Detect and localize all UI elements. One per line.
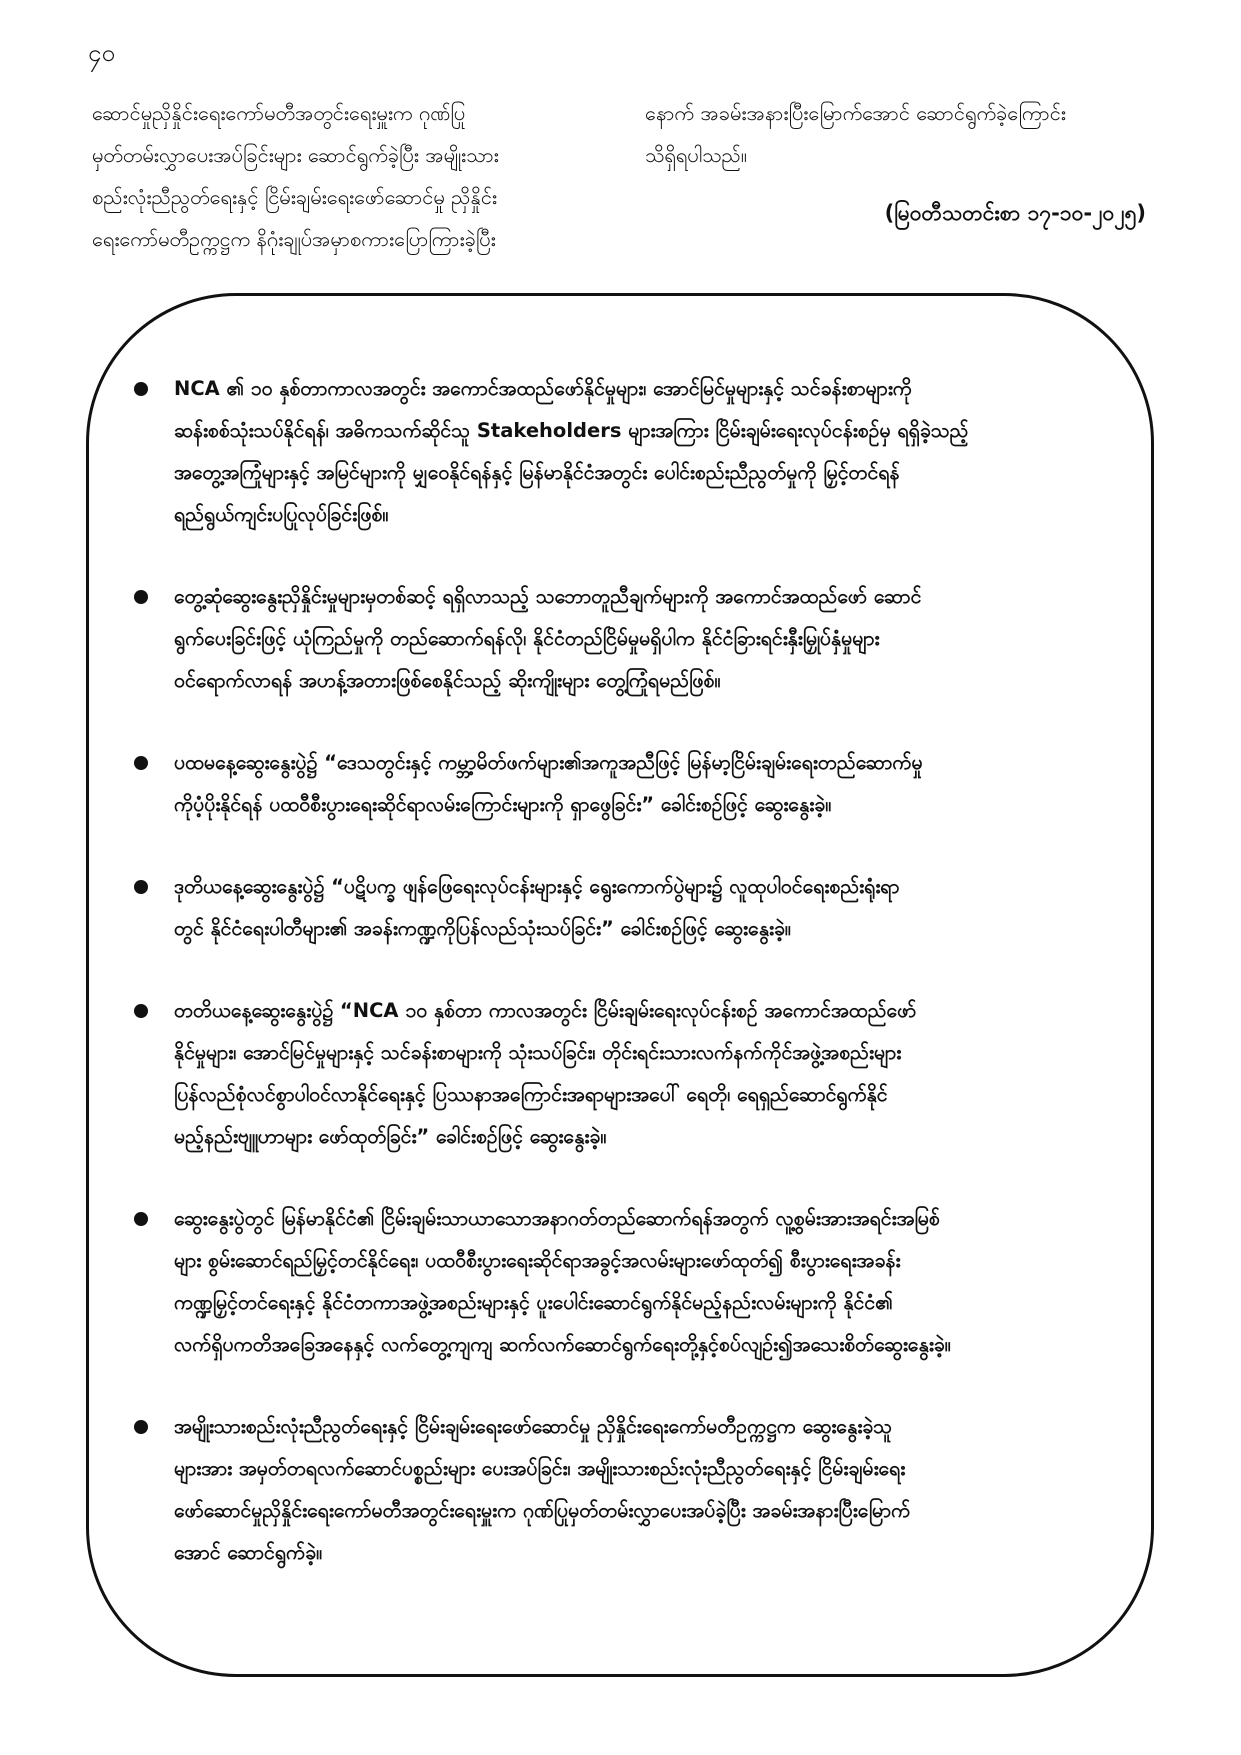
bullet-dot-icon — [134, 756, 148, 770]
top-right-line: သိရှိရပါသည်။ — [645, 143, 747, 167]
bullet-dot-icon — [134, 880, 148, 894]
bullet-dot-icon — [134, 382, 148, 396]
bullet-text-line: နိုင်မှုများ၊ အောင်မြင်မှုများနှင့် သင်ခန်းစာများကို သုံးသပ်ခြင်း၊ တိုင်းရင်းသားလက်နက်ကိုင်အဖွဲ့အစည်းများ — [174, 1041, 902, 1064]
source-citation: (မြဝတီသတင်းစာ ၁၇-၁၀-၂၀၂၅) — [884, 201, 1146, 225]
page-number: ၄၀ — [88, 39, 115, 67]
bullet-text-line: ကိုပံ့ပိုးနိုင်ရန် ပထဝီစီးပွားရေးဆိုင်ရာလမ်းကြောင်းများကို ရှာဖွေခြင်း” ခေါင်းစဉ်ဖြင့် ဆွေးနွေးခဲ့။ — [174, 793, 832, 816]
bullet-text-line: NCA ၏ ၁၀ နှစ်တာကာလအတွင်း အကောင်အထည်ဖော်နိုင်မှုများ၊ အောင်မြင်မှုများနှင့် သင်ခန်းစာများကို — [174, 377, 912, 400]
bullet-text-line: ဖော်ဆောင်မှုညှိနှိုင်းရေးကော်မတီအတွင်းရေးမှူးက ဂုဏ်ပြုမှတ်တမ်းလွှာပေးအပ်ခဲ့ပြီး အခမ်းအနားပြီးမြောက် — [174, 1499, 911, 1522]
bullet-text-line: တတိယနေ့ဆွေးနွေးပွဲ၌ “NCA ၁၀ နှစ်တာ ကာလအတွင်း ငြိမ်းချမ်းရေးလုပ်ငန်းစဉ် အကောင်အထည်ဖော် — [174, 999, 917, 1022]
bullet-text-line: ဆွေးနွေးပွဲတွင် မြန်မာနိုင်ငံ၏ ငြိမ်းချမ်းသာယာသောအနာဂတ်တည်ဆောက်ရန်အတွက် လူ့စွမ်းအားအရင်းအမြစ် — [174, 1207, 940, 1230]
bullet-text-line: ပြန်လည်စုံလင်စွာပါဝင်လာနိုင်ရေးနှင့် ပြဿနာအကြောင်းအရာများအပေါ် ရေတို၊ ရေရှည်ဆောင်ရွက်နိုင် — [174, 1083, 888, 1106]
bullet-dot-icon — [134, 590, 148, 604]
bullet-text-line: များအား အမှတ်တရလက်ဆောင်ပစ္စည်းများ ပေးအပ်ခြင်း၊ အမျိုးသားစည်းလုံးညီညွတ်ရေးနှင့် ငြိမ်းချမ်းရေး — [174, 1457, 906, 1480]
bullet-text-line: လက်ရှိပကတိအခြေအနေနှင့် လက်တွေ့ကျကျ ဆက်လက်ဆောင်ရွက်ရေးတို့နှင့်စပ်လျဉ်း၍အသေးစိတ်ဆွေးနွေးခဲ့။ — [174, 1333, 951, 1356]
top-right-line: နောက် အခမ်းအနားပြီးမြောက်အောင် ဆောင်ရွက်ခဲ့ကြောင်း — [645, 101, 1066, 125]
bullet-dot-icon — [134, 1004, 148, 1018]
bullet-item — [128, 742, 1113, 826]
bullet-text-line: တွေ့ဆုံဆွေးနွေးညှိနှိုင်းမှုများမှတစ်ဆင့် ရရှိလာသည့် သဘောတူညီချက်များကို အကောင်အထည်ဖော် ဆောင် — [174, 585, 922, 608]
bullet-text-line: အမျိုးသားစည်းလုံးညီညွတ်ရေးနှင့် ငြိမ်းချမ်းရေးဖော်ဆောင်မှု ညှိနှိုင်းရေးကော်မတီဥက္ကဋ္ဌက ဆွေးနွေးခဲ့သူ — [174, 1415, 893, 1438]
bullet-text-line: အတွေ့အကြုံများနှင့် အမြင်များကို မျှဝေနိုင်ရန်နှင့် မြန်မာနိုင်ငံအတွင်း ပေါင်းစည်းညီညွတ်မှုကို မြှင့်တင်ရန် — [174, 461, 900, 484]
top-left-line: ဆောင်မှုညှိနှိုင်းရေးကော်မတီအတွင်းရေးမှူးက ဂုဏ်ပြု — [92, 101, 466, 125]
bullet-item — [128, 1406, 1113, 1574]
top-left-line: ရေးကော်မတီဥက္ကဋ္ဌက နိဂုံးချုပ်အမှာစကားပြောကြားခဲ့ပြီး — [92, 227, 496, 251]
bullet-item — [128, 990, 1113, 1158]
top-left-line: မှတ်တမ်းလွှာပေးအပ်ခြင်းများ ဆောင်ရွက်ခဲ့ပြီး အမျိုးသား — [92, 143, 499, 167]
bullet-text-line: များ စွမ်းဆောင်ရည်မြှင့်တင်နိုင်ရေး၊ ပထဝီစီးပွားရေးဆိုင်ရာအခွင့်အလမ်းများဖော်ထုတ်၍ စီးပွားရေးအခန်း — [174, 1249, 901, 1272]
bullet-item — [128, 368, 1113, 536]
bullet-text-line: ဒုတိယနေ့ဆွေးနွေးပွဲ၌ “ပဋိပက္ခ ဖျန်ဖြေရေးလုပ်ငန်းများနှင့် ရွေးကောက်ပွဲများ၌ လူထုပါဝင်ရေးစည်းရုံးရာ — [174, 875, 900, 898]
bullet-dot-icon — [134, 1212, 148, 1226]
bullet-text-line: ဆန်းစစ်သုံးသပ်နိုင်ရန်၊ အဓိကသက်ဆိုင်သူ Stakeholders များအကြား ငြိမ်းချမ်းရေးလုပ်ငန်းစဉ်မှ ရရှိခဲ့သည့် — [174, 419, 969, 442]
bullet-text-line: မည့်နည်းဗျူဟာများ ဖော်ထုတ်ခြင်း” ခေါင်းစဉ်ဖြင့် ဆွေးနွေးခဲ့။ — [174, 1125, 607, 1148]
bullet-item — [128, 866, 1113, 950]
bullet-text-line: အောင် ဆောင်ရွက်ခဲ့။ — [174, 1541, 323, 1564]
bullet-text-line: တွင် နိုင်ငံရေးပါတီများ၏ အခန်းကဏ္ဍကိုပြန်လည်သုံးသပ်ခြင်း” ခေါင်းစဉ်ဖြင့် ဆွေးနွေးခဲ့။ — [174, 917, 791, 940]
top-right-column — [645, 92, 1155, 176]
bullet-dot-icon — [134, 1420, 148, 1434]
summary-bullet-list — [128, 368, 1113, 1614]
bullet-text-line: ရွက်ပေးခြင်းဖြင့် ယုံကြည်မှုကို တည်ဆောက်ရန်လို၊ နိုင်ငံတည်ငြိမ်မှုမရှိပါက နိုင်ငံခြားရင်းနှီးမြှုပ်နှံမှုများ — [174, 627, 880, 650]
top-left-line: စည်းလုံးညီညွတ်ရေးနှင့် ငြိမ်းချမ်းရေးဖော်ဆောင်မှု ညှိနှိုင်း — [92, 185, 497, 209]
bullet-text-line: ကဏ္ဍမြှင့်တင်ရေးနှင့် နိုင်ငံတကာအဖွဲ့အစည်းများနှင့် ပူးပေါင်းဆောင်ရွက်နိုင်မည့်နည်းလမ်းများကို နိုင်ငံ၏ — [174, 1291, 893, 1314]
bullet-item — [128, 1198, 1113, 1366]
bullet-text-line: ဝင်ရောက်လာရန် အဟန့်အတားဖြစ်စေနိုင်သည့် ဆိုးကျိုးများ တွေ့ကြုံရမည်ဖြစ်။ — [174, 669, 721, 692]
top-left-column — [92, 92, 612, 260]
bullet-item — [128, 576, 1113, 702]
bullet-text-line: ပထမနေ့ဆွေးနွေးပွဲ၌ “ဒေသတွင်းနှင့် ကမ္ဘာ့မိတ်ဖက်များ၏အကူအညီဖြင့် မြန်မာ့ငြိမ်းချမ်းရေးတည်ဆောက်မှု — [174, 751, 923, 774]
bullet-text-line: ရည်ရွယ်ကျင်းပပြုလုပ်ခြင်းဖြစ်။ — [174, 503, 389, 526]
